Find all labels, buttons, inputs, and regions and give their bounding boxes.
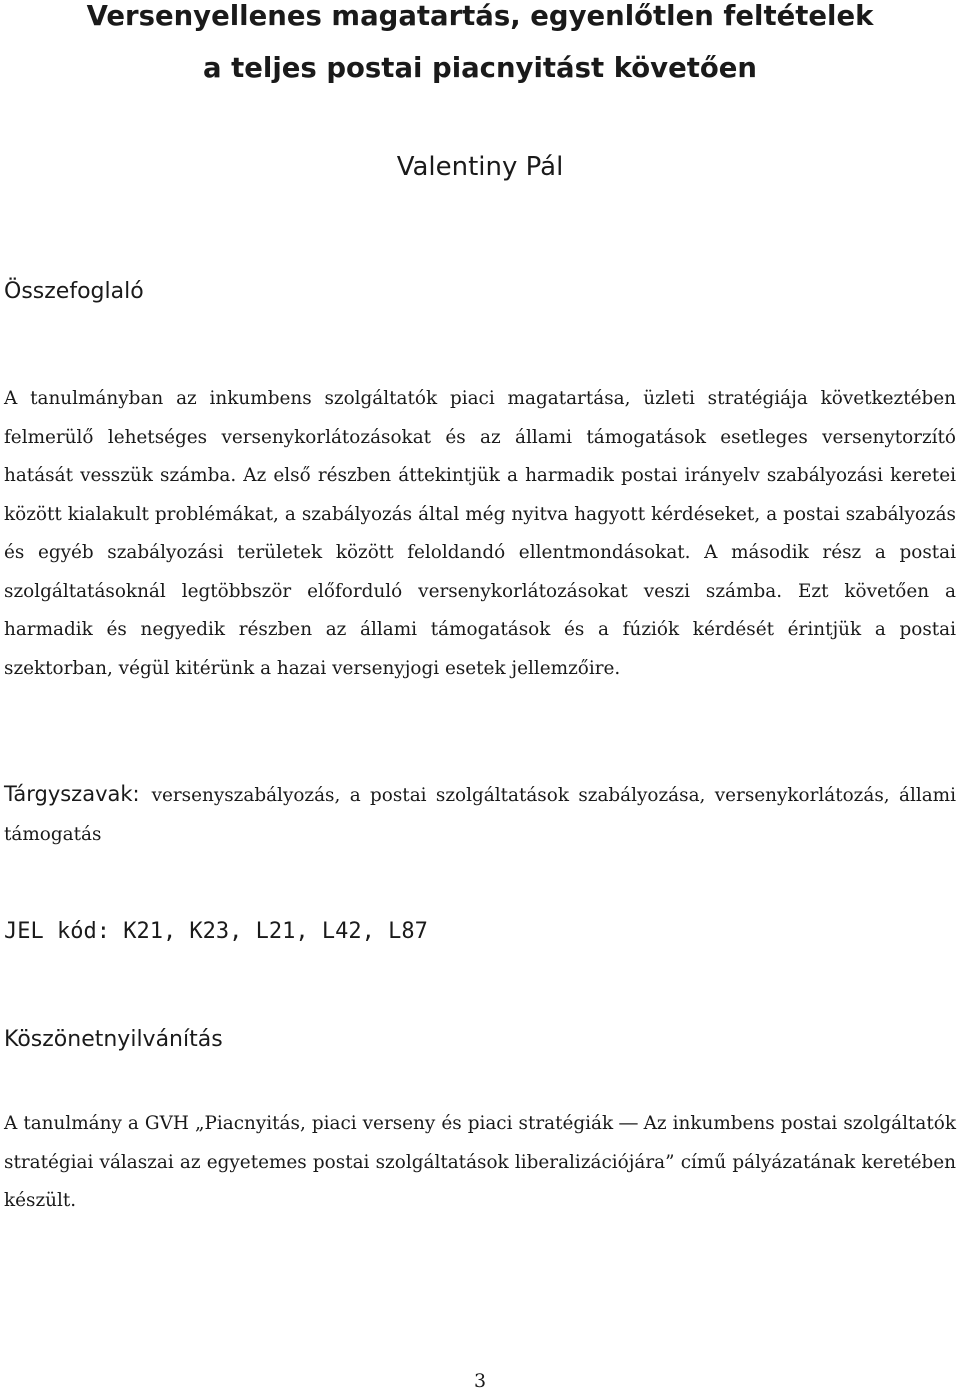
page-number: 3 [473,1370,487,1392]
abstract-text: A tanulmányban az inkumbens szolgáltatók piaci magatartása, üzleti stratégiája következtében felmerülő lehetséges versenykorlátozásokat és az állami támogatások esetleges versenytorzító hatását vesszük számba. Az első részben áttekintjük a harmadik postai irányelv szabályozási keretei között kialakult problémákat, a szabályozás által még nyitva hagyott kérdéseket, a postai szabályozás és egyéb szabályozási területek között feloldandó ellentmondásokat. A második rész a postai szolgáltatásoknál legtöbbször előforduló versenykorlátozásokat veszi számba. Ezt követően a harmadik és negyedik részben az állami támogatások és a fúziók kérdését érintjük a postai szektorban, végül kitérünk a hazai versenyjogi esetek jellemzőire. [4,388,956,679]
acknowledgement-text: A tanulmány a GVH „Piacnyitás, piaci verseny és piaci stratégiák ― Az inkumbens postai szolgáltatók stratégiai válaszai az egyetemes postai szolgáltatások liberalizációjára” című pályázatának keretében készült. [4,1113,956,1211]
keywords-label: Tárgyszavak: [4,782,140,806]
paper-title [0,0,960,94]
abstract-heading: Összefoglaló [4,279,144,304]
paper-title-line-2: a teljes postai piacnyitást követően [202,52,757,84]
paper-title-line-1: Versenyellenes magatartás, egyenlőtlen feltételek [86,0,874,32]
keywords [4,775,956,854]
jel-codes: JEL kód: K21, K23, L21, L42, L87 [4,919,428,944]
keywords-text: versenyszabályozás, a postai szolgáltatások szabályozása, versenykorlátozás, állami támogatás [4,785,956,845]
author-name: Valentiny Pál [396,152,564,182]
acknowledgement-heading: Köszönetnyilvánítás [4,1027,223,1052]
